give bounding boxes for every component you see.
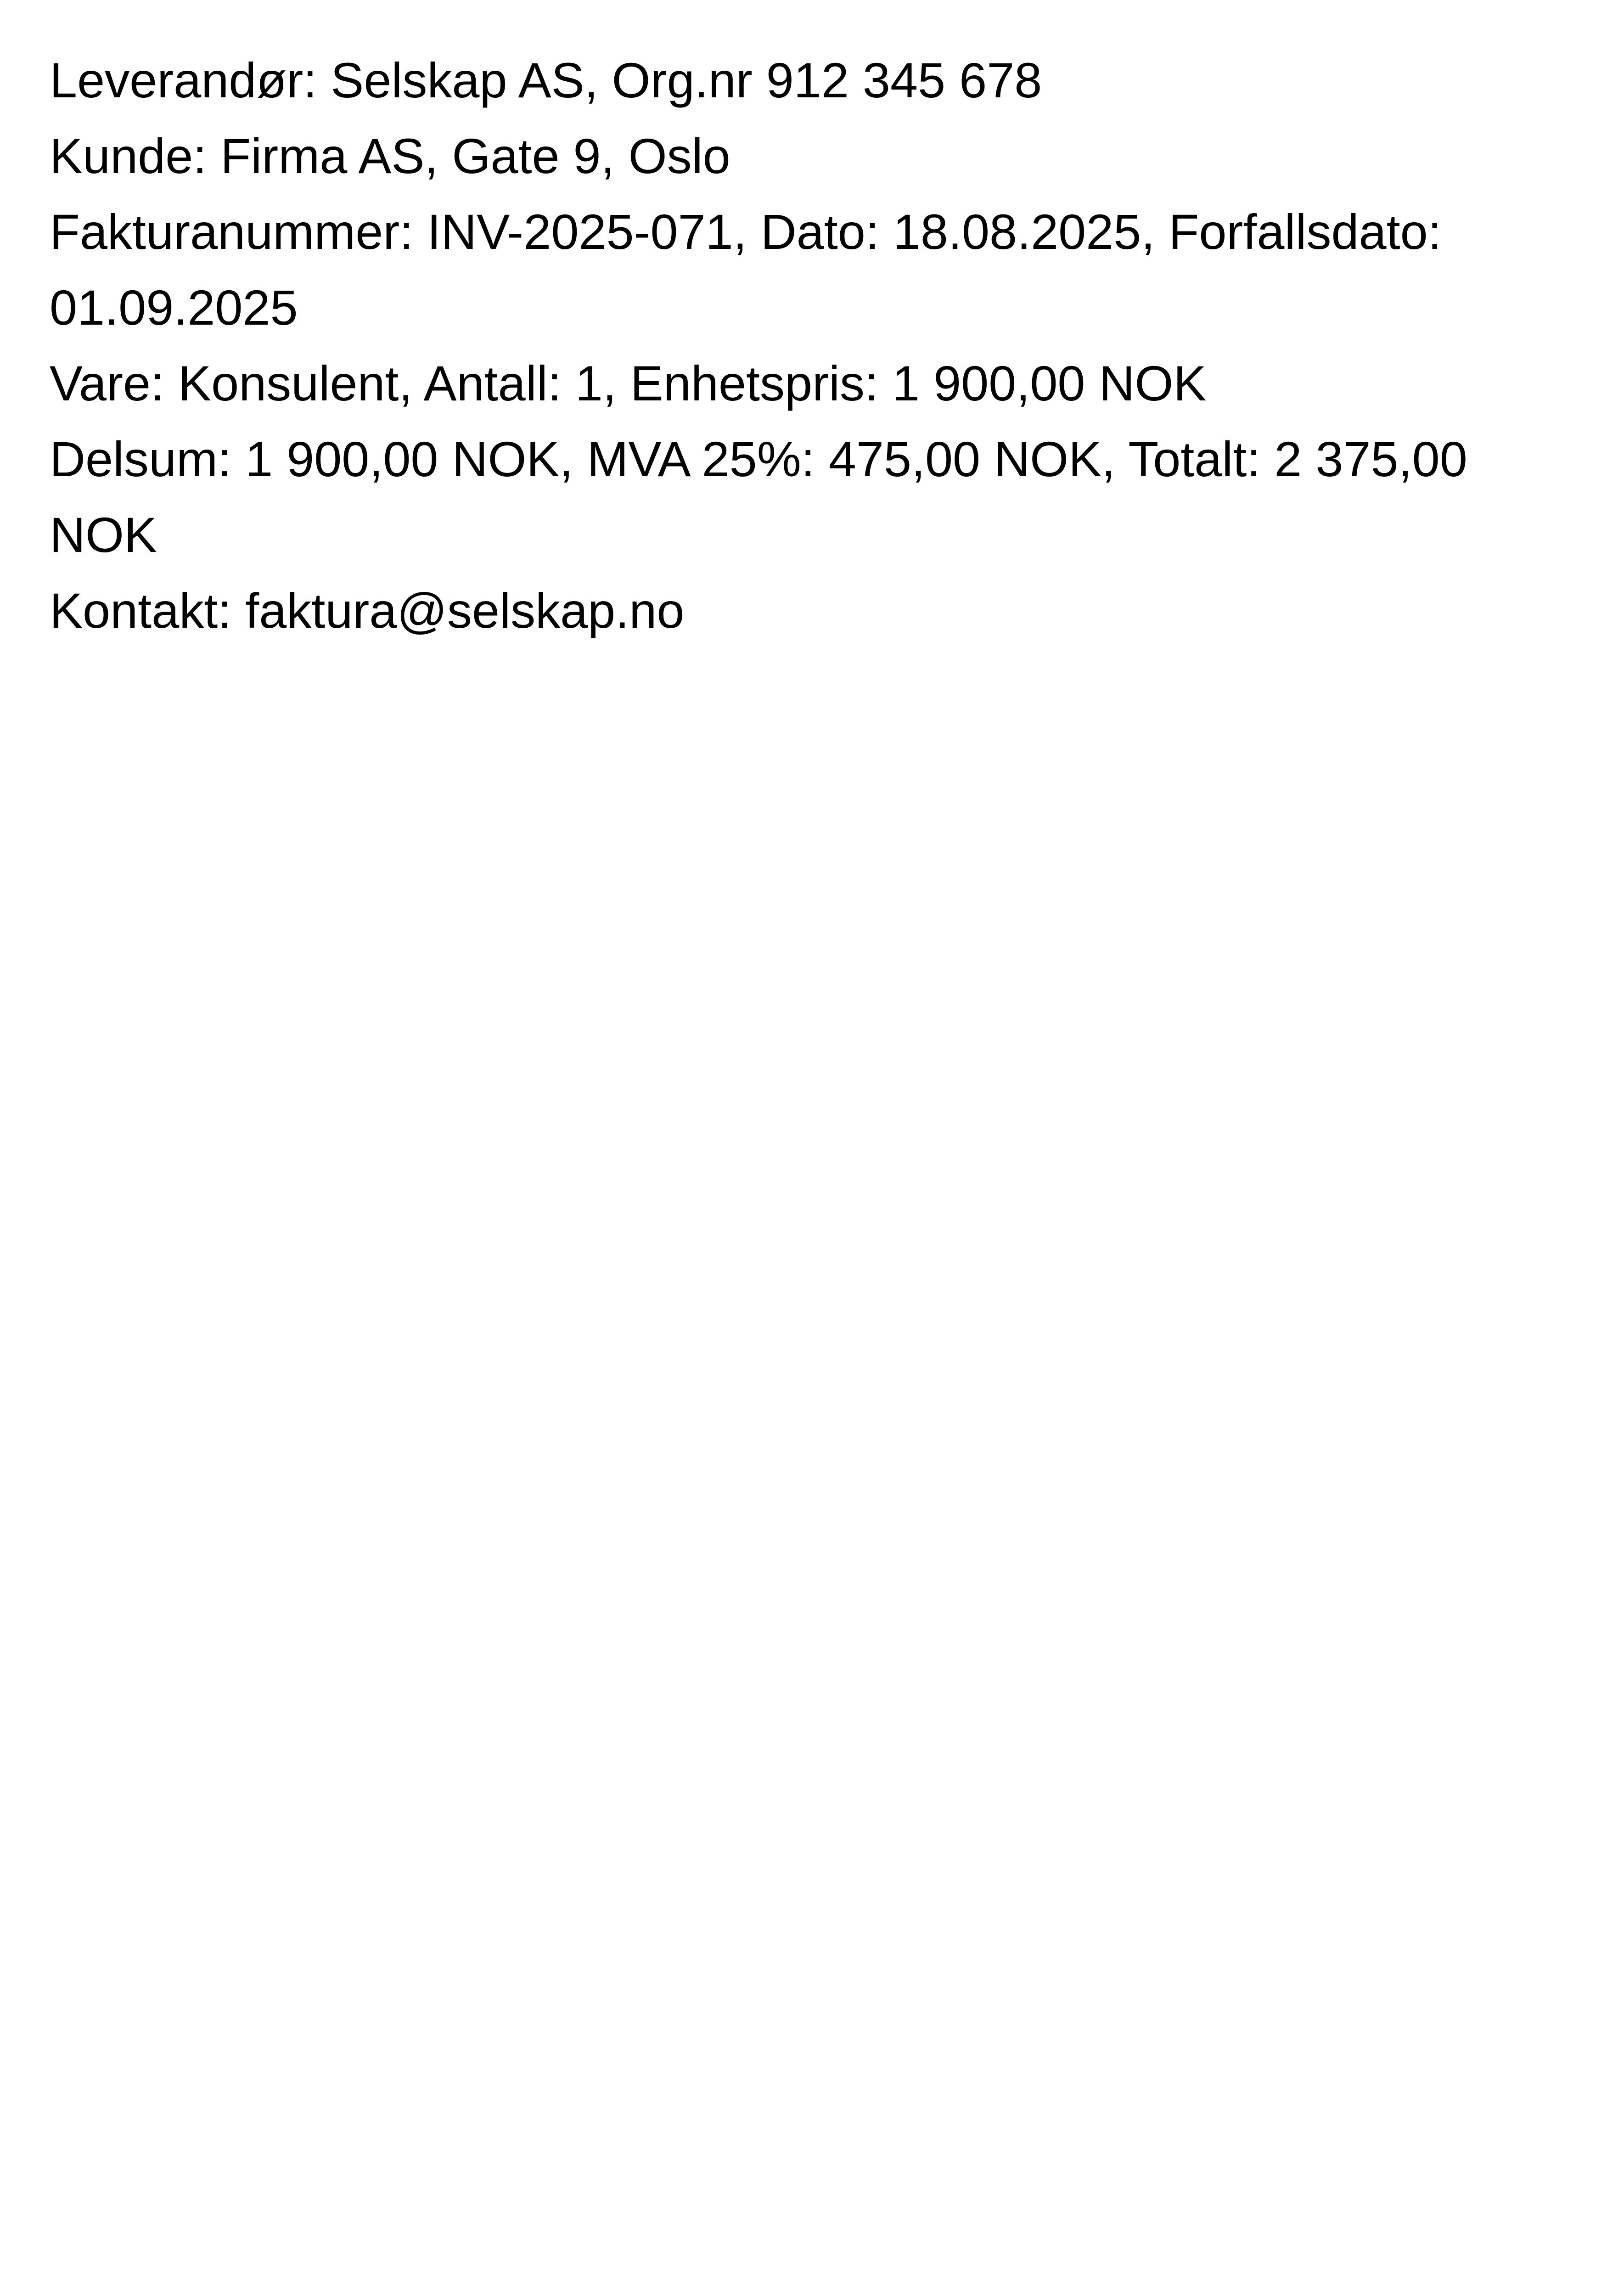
invoice-text-block	[50, 42, 1560, 648]
invoice-number-date-line: Fakturanummer: INV-2025-071, Dato: 18.08.2025, Forfallsdato: 01.09.2025	[50, 204, 1442, 335]
item-line: Vare: Konsulent, Antall: 1, Enhetspris: 1 900,00 NOK	[50, 355, 1207, 411]
contact-line: Kontakt: faktura@selskap.no	[50, 583, 685, 638]
customer-line: Kunde: Firma AS, Gate 9, Oslo	[50, 128, 730, 184]
supplier-line: Leverandør: Selskap AS, Org.nr 912 345 678	[50, 52, 1042, 108]
totals-line: Delsum: 1 900,00 NOK, MVA 25%: 475,00 NOK, Totalt: 2 375,00 NOK	[50, 431, 1467, 563]
